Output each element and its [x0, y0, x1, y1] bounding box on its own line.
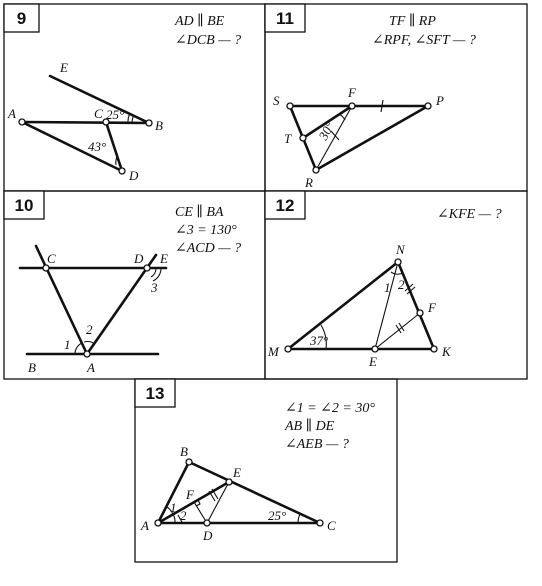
problem-10-point-D — [144, 265, 150, 271]
problem-13-label-F: F — [186, 487, 194, 502]
problem-9-label-A: A — [8, 106, 16, 121]
problem-12-number: 12 — [275, 196, 295, 215]
problem-9-condition-1: AD ∥ BE — [175, 14, 225, 29]
problem-10-condition-2: ∠3 = 130° — [175, 223, 237, 238]
problem-9-point-D — [119, 168, 125, 174]
problem-11-segment-RP — [316, 106, 428, 170]
problem-11-condition-1: TF ∥ RP — [389, 14, 436, 29]
problem-13-point-B — [186, 459, 192, 465]
problem-12-point-E — [372, 346, 378, 352]
problem-9-label-E: E — [60, 60, 68, 75]
problem-10-label-A: A — [87, 360, 95, 375]
problem-9-angle-arc-d — [116, 157, 117, 165]
problem-10-number: 10 — [14, 196, 34, 215]
problem-12-point-K — [431, 346, 437, 352]
problem-11-point-R — [313, 167, 319, 173]
problem-9-point-A — [19, 119, 25, 125]
problem-13-label-A: A — [141, 518, 149, 533]
problem-10-angle-arc-3a — [151, 268, 156, 277]
problem-10-label-E: E — [160, 251, 168, 266]
problem-13-number: 13 — [145, 384, 165, 403]
problem-10-point-A — [84, 351, 90, 357]
problem-13-label-E: E — [233, 465, 241, 480]
problem-12-segment-EF — [375, 313, 420, 349]
problem-12-label-N: N — [396, 242, 405, 257]
problem-13-label-C: C — [327, 518, 336, 533]
problem-10-angle-3: 3 — [151, 280, 158, 295]
problem-10-diagram — [20, 204, 241, 375]
problem-9-angle-43: 43° — [88, 139, 107, 154]
problem-13-condition-1: ∠1 = ∠2 = 30° — [285, 401, 375, 416]
problem-11-condition-2: ∠RPF, ∠SFT — ? — [372, 33, 476, 48]
problem-12-segment-MN — [288, 262, 398, 349]
problem-13-angle-arc-c — [298, 514, 300, 523]
problem-12-label-K: K — [442, 344, 451, 359]
problem-12-diagram — [267, 207, 502, 369]
problem-10-angle-arc-1 — [75, 343, 82, 354]
problem-13-point-D — [204, 520, 210, 526]
problem-13-point-E — [226, 479, 232, 485]
problem-11-label-S: S — [273, 93, 280, 108]
problem-11-angle-30: 30° — [315, 119, 338, 143]
problem-12-condition-1: ∠KFE — ? — [437, 207, 502, 222]
problem-11-angle-arc — [339, 114, 345, 120]
problem-11-point-P — [425, 103, 431, 109]
problem-9-diagram — [7, 13, 241, 183]
problem-9-condition-2: ∠DCB — ? — [175, 33, 242, 48]
problem-12-label-M: M — [268, 344, 279, 359]
problem-9-segment-AB — [22, 122, 149, 123]
problem-11-point-S — [287, 103, 293, 109]
problem-13-label-B: B — [180, 444, 188, 459]
problem-13-angle-1: 1 — [170, 500, 177, 515]
problem-11-label-P: P — [436, 93, 444, 108]
problem-9-point-B — [146, 120, 152, 126]
problem-9-label-B: B — [155, 118, 163, 133]
problem-11-point-F — [349, 103, 355, 109]
problem-11-label-F: F — [348, 85, 356, 100]
problem-10-angle-2: 2 — [86, 322, 93, 337]
problem-10-label-B: B — [28, 360, 36, 375]
problem-13-angle-25: 25° — [268, 508, 287, 523]
problem-9-angle-25: 25° — [106, 107, 125, 122]
problem-13-condition-3: ∠AEB — ? — [285, 437, 349, 452]
problem-12-angle-37: 37° — [310, 333, 329, 348]
problem-12-segment-NE — [375, 262, 398, 349]
problem-12-angle-2: 2 — [398, 277, 405, 292]
problem-10-label-D: D — [134, 251, 144, 266]
problem-11-number: 11 — [276, 9, 294, 28]
problem-13-angle-2: 2 — [180, 508, 187, 523]
problem-9-segment-AD — [22, 122, 122, 171]
problem-13-point-C — [317, 520, 323, 526]
problem-10-line-CA — [36, 246, 87, 354]
problem-11-point-T — [300, 135, 306, 141]
problem-13-condition-2: AB ∥ DE — [285, 419, 335, 434]
problem-9-label-C: C — [94, 106, 103, 121]
problem-9-label-D: D — [129, 168, 139, 183]
problem-10-condition-3: ∠ACD — ? — [175, 241, 242, 256]
problem-13-segment-FD — [194, 502, 207, 523]
problem-13-label-D: D — [203, 528, 213, 543]
problem-11-diagram — [273, 13, 476, 190]
problem-10-angle-1: 1 — [64, 337, 71, 352]
problem-13-point-A — [155, 520, 161, 526]
problem-12-label-E: E — [369, 354, 377, 369]
problem-13-diagram — [140, 401, 375, 543]
problem-11-label-T: T — [284, 131, 292, 146]
problem-12-point-M — [285, 346, 291, 352]
problem-11-label-R: R — [305, 175, 313, 190]
problem-12-label-F: F — [428, 300, 436, 315]
problem-12-point-F — [417, 310, 423, 316]
problem-13-angle-arc-2 — [173, 514, 175, 523]
problem-12-point-N — [395, 259, 401, 265]
problem-10-condition-1: CE ∥ BA — [175, 205, 224, 220]
problem-10-label-C: C — [47, 251, 56, 266]
problem-9-number: 9 — [16, 9, 27, 28]
problem-12-angle-1: 1 — [384, 280, 391, 295]
